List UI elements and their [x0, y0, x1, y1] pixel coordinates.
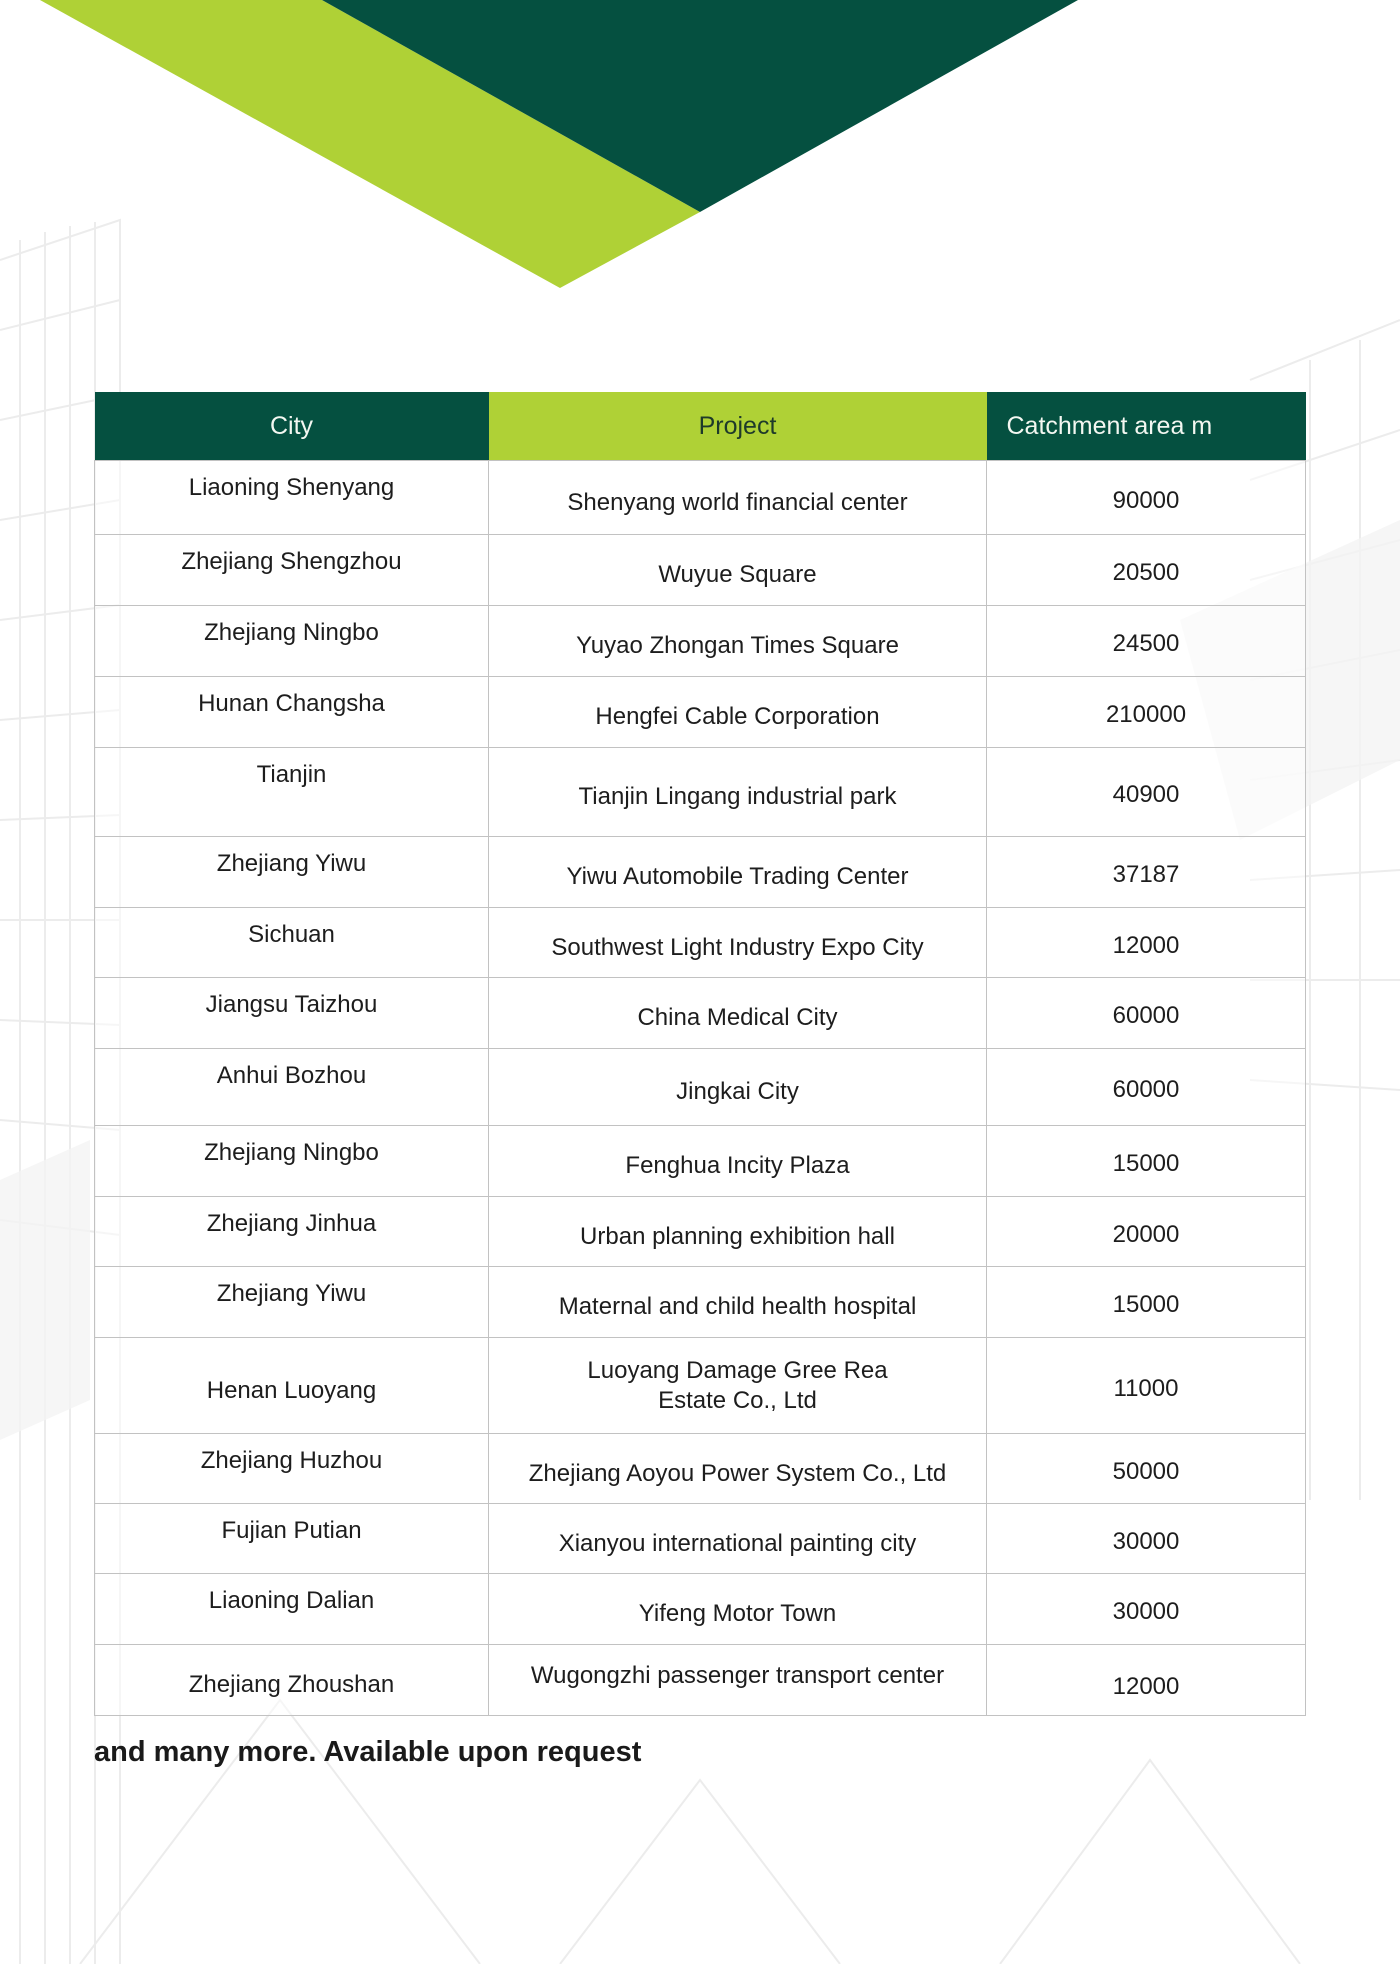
cell-city: Zhejiang Huzhou: [95, 1434, 489, 1504]
table-row: [95, 461, 1306, 535]
table-row: [95, 535, 1306, 606]
cell-city: Henan Luoyang: [95, 1338, 489, 1434]
table-row: [95, 1338, 1306, 1434]
cell-project: Urban planning exhibition hall: [489, 1197, 987, 1267]
cell-city: Fujian Putian: [95, 1504, 489, 1574]
availability-note: and many more. Available upon request: [94, 1736, 642, 1768]
table-row: [95, 978, 1306, 1049]
cell-area: 30000: [987, 1574, 1306, 1645]
cell-area: 210000: [987, 677, 1306, 748]
cell-area: 15000: [987, 1267, 1306, 1338]
projects-table: [94, 392, 1306, 1716]
cell-project: Tianjin Lingang industrial park: [489, 748, 987, 837]
cell-city: Zhejiang Zhoushan: [95, 1645, 489, 1716]
cell-city: Zhejiang Shengzhou: [95, 535, 489, 606]
table-row: [95, 837, 1306, 908]
table-row: [95, 748, 1306, 837]
table-header-row: [95, 392, 1306, 461]
table-row: [95, 1504, 1306, 1574]
cell-area: 40900: [987, 748, 1306, 837]
table-row: [95, 1049, 1306, 1126]
cell-area: 30000: [987, 1504, 1306, 1574]
cell-project: Wuyue Square: [489, 535, 987, 606]
cell-area: 11000: [987, 1338, 1306, 1434]
cell-city: Hunan Changsha: [95, 677, 489, 748]
cell-project: Zhejiang Aoyou Power System Co., Ltd: [489, 1434, 987, 1504]
table-row: [95, 1574, 1306, 1645]
cell-project: Luoyang Damage Gree Rea Estate Co., Ltd: [489, 1338, 987, 1434]
cell-area: 50000: [987, 1434, 1306, 1504]
cell-area: 20500: [987, 535, 1306, 606]
cell-project: Yifeng Motor Town: [489, 1574, 987, 1645]
cell-city: Zhejiang Ningbo: [95, 1126, 489, 1197]
cell-city: Liaoning Dalian: [95, 1574, 489, 1645]
cell-project: China Medical City: [489, 978, 987, 1049]
cell-area: 60000: [987, 1049, 1306, 1126]
table-row: [95, 677, 1306, 748]
header-project: Project: [489, 392, 987, 461]
table-row: [95, 1267, 1306, 1338]
cell-area: 60000: [987, 978, 1306, 1049]
cell-project: Xianyou international painting city: [489, 1504, 987, 1574]
cell-city: Tianjin: [95, 748, 489, 837]
cell-city: Liaoning Shenyang: [95, 461, 489, 535]
cell-project: Hengfei Cable Corporation: [489, 677, 987, 748]
table-row: [95, 908, 1306, 978]
cell-area: 37187: [987, 837, 1306, 908]
cell-city: Anhui Bozhou: [95, 1049, 489, 1126]
cell-project: Jingkai City: [489, 1049, 987, 1126]
cell-area: 12000: [987, 908, 1306, 978]
cell-project: Wugongzhi passenger transport center: [489, 1645, 987, 1716]
cell-project: Yiwu Automobile Trading Center: [489, 837, 987, 908]
table-row: [95, 606, 1306, 677]
cell-city: Jiangsu Taizhou: [95, 978, 489, 1049]
header-city: City: [95, 392, 489, 461]
cell-city: Zhejiang Ningbo: [95, 606, 489, 677]
cell-city: Zhejiang Yiwu: [95, 837, 489, 908]
cell-area: 12000: [987, 1645, 1306, 1716]
cell-city: Zhejiang Yiwu: [95, 1267, 489, 1338]
table-row: [95, 1197, 1306, 1267]
cell-project: Shenyang world financial center: [489, 461, 987, 535]
cell-area: 90000: [987, 461, 1306, 535]
table-row: [95, 1126, 1306, 1197]
cell-city: Sichuan: [95, 908, 489, 978]
header-catchment-area: Catchment area m: [987, 392, 1306, 461]
cell-project: Southwest Light Industry Expo City: [489, 908, 987, 978]
cell-area: 24500: [987, 606, 1306, 677]
cell-project: Maternal and child health hospital: [489, 1267, 987, 1338]
header-chevron-graphic: [0, 0, 1400, 300]
cell-city: Zhejiang Jinhua: [95, 1197, 489, 1267]
table-row: [95, 1645, 1306, 1716]
cell-area: 15000: [987, 1126, 1306, 1197]
cell-project: Yuyao Zhongan Times Square: [489, 606, 987, 677]
cell-area: 20000: [987, 1197, 1306, 1267]
table-row: [95, 1434, 1306, 1504]
cell-project: Fenghua Incity Plaza: [489, 1126, 987, 1197]
